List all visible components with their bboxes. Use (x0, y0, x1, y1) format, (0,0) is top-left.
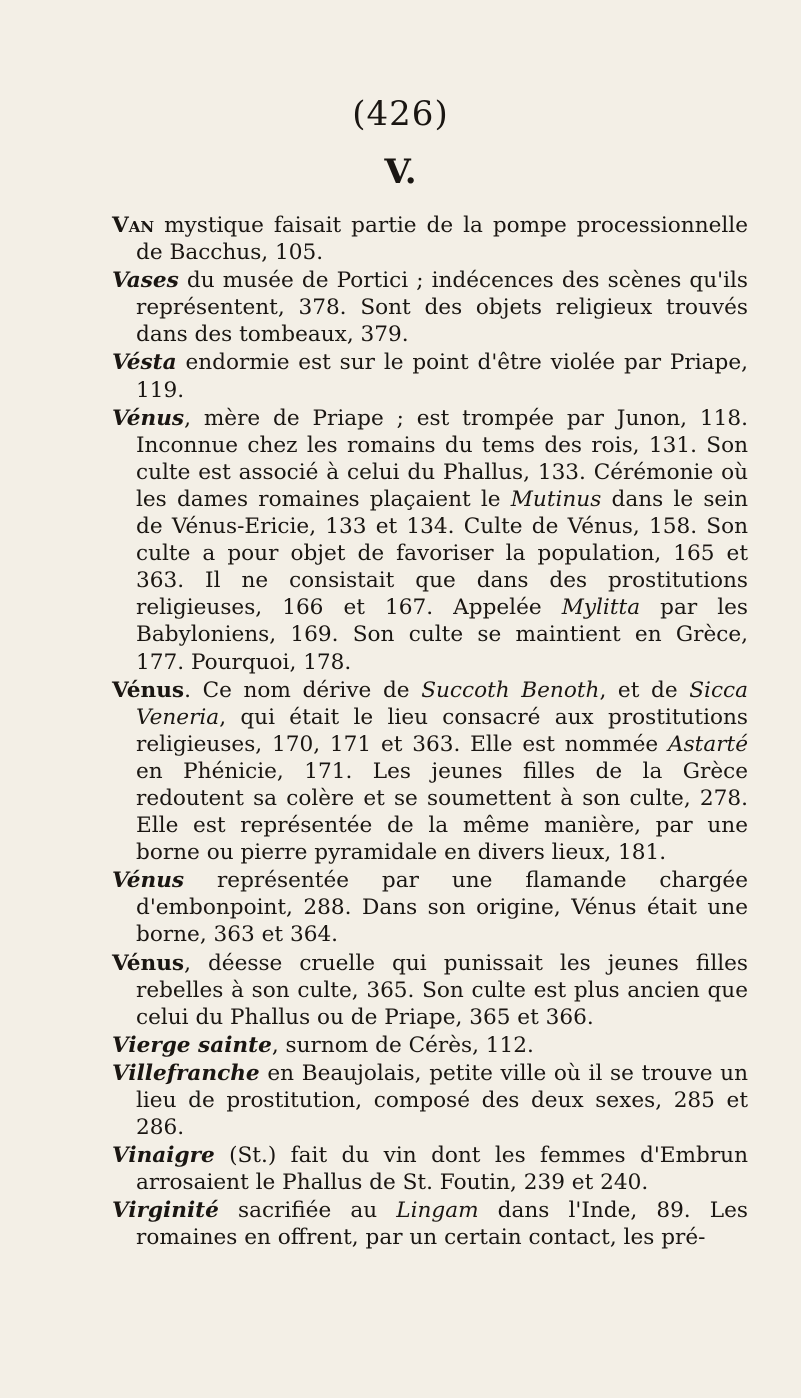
index-entry (112, 677, 748, 867)
entry-text: (St.) fait du vin dont les femmes d'Embrun arrosaient le Phallus de St. Foutin, 239 et 240. (136, 1143, 748, 1196)
index-entry (112, 1197, 748, 1251)
entry-text: , qui était le lieu consacré aux prostitutions religieuses, 170, 171 et 363. Elle est nommée (136, 704, 748, 757)
entry-text: dans l'Inde, 89. Les romaines en offrent, par un certain contact, les pré- (136, 1198, 748, 1251)
entry-headword: Vénus (112, 950, 185, 976)
entry-headword: Vénus (112, 405, 185, 431)
entry-text: , et de (599, 677, 690, 703)
entry-text: du musée de Portici ; indécences des scènes qu'ils représentent, 378. Sont des objets religieux trouvés dans des tombeaux, 379. (136, 268, 748, 348)
index-entry (112, 950, 748, 1031)
entry-text: , mère de Priape ; est trompée par Junon, 118. Inconnue chez les romains du tems des rois, 131. Son culte est associé à celui du Phallus, 133. Cérémonie où les dames romaines plaçaient le (136, 405, 748, 512)
entry-headword: Vases (112, 268, 179, 294)
entry-headword: Virginité (112, 1198, 219, 1224)
index-entry (112, 405, 748, 676)
entry-text: dans le sein de Vénus-Ericie, 133 et 134. Culte de Vénus, 158. Son culte a pour objet de favoriser la population, 165 et 363. Il ne consistait que dans des prostitutions religieuses, 166 et 167. Appelée (136, 486, 749, 621)
entry-italic-term: Succoth Benoth (421, 677, 600, 703)
entry-headword: Vierge sainte (112, 1032, 272, 1058)
index-entry (112, 267, 748, 348)
index-entry (112, 1060, 748, 1141)
entry-headword: Villefranche (112, 1060, 260, 1086)
entry-italic-term: Mutinus (510, 486, 602, 512)
entry-text: endormie est sur le point d'être violée par Priape, 119. (136, 350, 748, 403)
entry-headword: Vésta (112, 350, 177, 376)
entry-headword: Van (112, 213, 155, 238)
entry-text: . Ce nom dérive de (184, 677, 422, 703)
entry-text: en Beaujolais, petite ville où il se trouve un lieu de prostitution, composé des deux sexes, 285 et 286. (136, 1060, 748, 1141)
index-entry (112, 1142, 748, 1196)
entry-italic-term: Sicca Veneria (136, 677, 749, 730)
entry-text: mystique faisait partie de la pompe processionnelle de Bacchus, 105. (136, 213, 748, 266)
section-letter: V. (384, 152, 417, 192)
index-entry (112, 212, 748, 266)
index-entry (112, 349, 748, 403)
entry-text: , surnom de Cérès, 112. (271, 1032, 534, 1058)
entry-italic-term: Lingam (396, 1198, 479, 1224)
entry-text: , déesse cruelle qui punissait les jeunes filles rebelles à son culte, 365. Son culte est plus ancien que celui du Phallus ou de Priape, 365 et 366. (136, 950, 748, 1030)
index-entries (112, 212, 748, 1253)
entry-text: en Phénicie, 171. Les jeunes filles de la Grèce redoutent sa colère et se soumettent à son culte, 278. Elle est représentée de la même manière, par une borne ou pierre pyramidale en divers lieux, 181. (136, 758, 748, 866)
entry-italic-term: Astarté (667, 731, 748, 757)
entry-italic-term: Mylitta (561, 595, 641, 621)
entry-text: sacrifiée au (218, 1198, 397, 1224)
entry-headword: Vinaigre (112, 1143, 215, 1169)
page-number: (426) (352, 94, 449, 134)
index-entry (112, 867, 748, 948)
entry-text: par les Babyloniens, 169. Son culte se maintient en Grèce, 177. Pourquoi, 178. (136, 595, 748, 675)
entry-headword: Vénus (112, 868, 185, 894)
entry-text: représentée par une flamande chargée d'embonpoint, 288. Dans son origine, Vénus était une borne, 363 et 364. (136, 868, 748, 948)
entry-headword: Vénus (112, 677, 185, 703)
index-entry (112, 1032, 748, 1059)
